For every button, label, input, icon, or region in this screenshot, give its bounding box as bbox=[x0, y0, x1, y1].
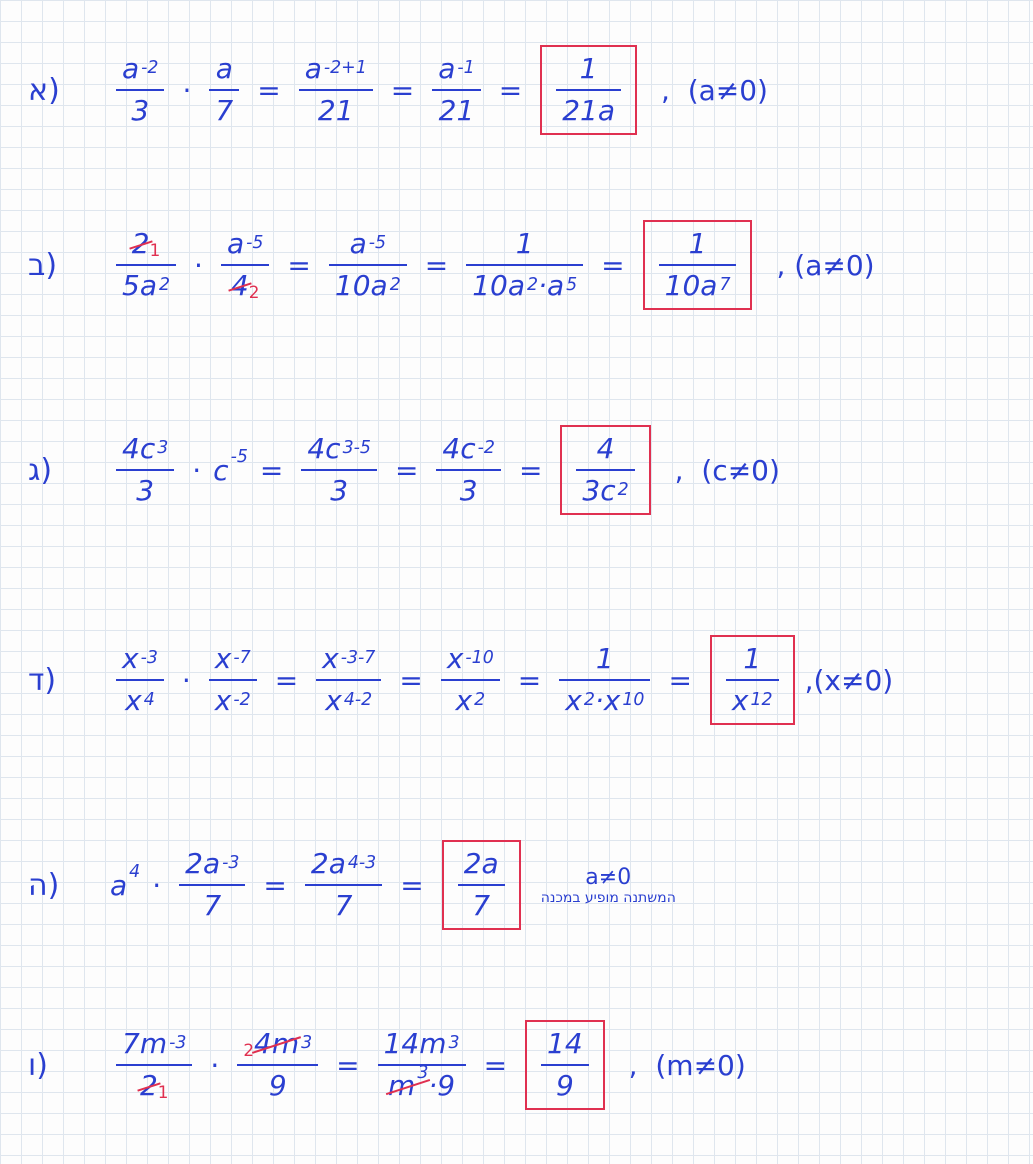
numerator: 4c bbox=[307, 431, 341, 465]
equals-sign: = bbox=[259, 453, 284, 487]
equation bbox=[110, 840, 676, 930]
numerator: a bbox=[349, 226, 367, 260]
numerator: x bbox=[214, 641, 232, 675]
fraction-bar bbox=[316, 679, 381, 681]
exponent: -2 bbox=[477, 437, 495, 458]
fraction-bar bbox=[237, 1064, 318, 1066]
fraction bbox=[116, 643, 164, 717]
numerator: 1 bbox=[743, 641, 762, 675]
numerator: x bbox=[446, 641, 464, 675]
numerator: x bbox=[122, 641, 139, 675]
exponent: 4 bbox=[143, 690, 155, 711]
domain-condition: , (m≠0) bbox=[628, 1048, 746, 1082]
equals-sign: = bbox=[274, 663, 299, 697]
denominator: 7 bbox=[203, 889, 222, 922]
equals-sign: = bbox=[263, 868, 287, 902]
numerator: 4c bbox=[442, 431, 476, 465]
equals-sign: = bbox=[517, 663, 542, 697]
equation bbox=[110, 1020, 746, 1110]
domain-note bbox=[541, 865, 676, 906]
exponent: -5 bbox=[368, 232, 387, 253]
exercise-label: ב) bbox=[28, 247, 58, 283]
fraction bbox=[556, 53, 621, 127]
exponent: -3 bbox=[140, 647, 158, 668]
fraction bbox=[541, 1028, 589, 1102]
exponent: -3 bbox=[169, 1032, 187, 1053]
fraction bbox=[432, 53, 480, 127]
fraction-bar bbox=[116, 264, 176, 266]
exercise-row-alef bbox=[0, 40, 1033, 140]
exponent: -5 bbox=[230, 447, 248, 468]
denominator: 7 bbox=[472, 889, 491, 922]
exponent: 3 bbox=[301, 1032, 313, 1053]
exponent: 10 bbox=[622, 690, 645, 711]
exponent: 7 bbox=[719, 275, 731, 296]
fraction-bar bbox=[329, 264, 407, 266]
exponent: -3-7 bbox=[340, 647, 376, 668]
cancelled-factor: 4m bbox=[254, 1026, 300, 1060]
equals-sign: = bbox=[400, 868, 424, 902]
fraction-bar bbox=[436, 469, 501, 471]
fraction bbox=[237, 1028, 318, 1102]
exponent: -7 bbox=[233, 647, 251, 668]
fraction-bar bbox=[116, 1064, 192, 1066]
multiply-sign: · bbox=[594, 684, 604, 717]
fraction-bar bbox=[576, 469, 634, 471]
fraction bbox=[466, 228, 583, 302]
fraction bbox=[301, 433, 377, 507]
exercise-row-bet bbox=[0, 215, 1033, 315]
numerator: x bbox=[322, 641, 339, 675]
fraction-bar bbox=[209, 89, 239, 91]
exercise-label: א) bbox=[28, 72, 60, 108]
multiply-sign: · bbox=[428, 1069, 438, 1102]
cancelled-factor: 2 bbox=[139, 1069, 158, 1102]
exponent: 2 bbox=[527, 275, 539, 296]
multiply-sign: · bbox=[210, 1048, 220, 1082]
handwritten-note: המשתנה מופיע במכנה bbox=[540, 889, 676, 906]
numerator: 1 bbox=[688, 226, 707, 260]
equals-sign: = bbox=[336, 1048, 360, 1082]
fraction bbox=[726, 643, 779, 717]
domain-condition: , (a≠0) bbox=[776, 248, 875, 282]
denominator: 3c bbox=[582, 474, 616, 507]
equals-sign: = bbox=[601, 248, 625, 282]
fraction bbox=[458, 848, 505, 922]
exercise-row-he bbox=[0, 830, 1033, 940]
cancelled-factor: 2 bbox=[131, 226, 150, 260]
fraction-bar bbox=[726, 679, 779, 681]
exponent: -2 bbox=[141, 57, 159, 78]
fraction bbox=[209, 643, 257, 717]
equals-sign: = bbox=[668, 663, 692, 697]
equals-sign: = bbox=[390, 73, 415, 107]
exponent: 4 bbox=[129, 862, 141, 883]
exponent: 3 bbox=[417, 1062, 429, 1083]
exponent: 4-2 bbox=[343, 690, 373, 711]
reduced-factor: 2 bbox=[243, 1039, 254, 1060]
power-term: c $^{-5}$ bbox=[213, 447, 248, 487]
answer-box bbox=[525, 1020, 605, 1110]
answer-box bbox=[442, 840, 521, 930]
fraction-bar bbox=[116, 89, 164, 91]
exponent: -2+1 bbox=[323, 57, 367, 78]
exercise-row-dalet bbox=[0, 630, 1033, 730]
reduced-factor: 1 bbox=[157, 1081, 169, 1102]
multiply-sign: · bbox=[182, 73, 192, 107]
power-term: a $^4$ bbox=[110, 862, 141, 902]
numerator: a bbox=[438, 51, 456, 85]
exponent: -3 bbox=[222, 852, 240, 873]
denominator: 21 bbox=[317, 94, 354, 127]
fraction bbox=[179, 848, 245, 922]
multiply-sign: · bbox=[538, 269, 547, 302]
exponent: 2 bbox=[158, 275, 171, 296]
denominator: 21 bbox=[438, 94, 475, 127]
numerator: 2a bbox=[463, 846, 499, 880]
numerator: 7m bbox=[122, 1026, 168, 1060]
reduced-factor: 2 bbox=[248, 281, 260, 302]
fraction-bar bbox=[441, 679, 500, 681]
denominator: 10a bbox=[664, 269, 718, 302]
denominator: x bbox=[125, 684, 142, 717]
fraction-bar bbox=[116, 679, 164, 681]
denominator: 5a bbox=[122, 269, 157, 302]
fraction bbox=[116, 53, 164, 127]
fraction bbox=[116, 1028, 192, 1102]
multiply-sign: · bbox=[181, 663, 191, 697]
exponent: -2 bbox=[233, 690, 251, 711]
fraction bbox=[378, 1028, 466, 1102]
equation bbox=[110, 45, 768, 135]
fraction-bar bbox=[221, 264, 269, 266]
answer-box bbox=[643, 220, 753, 310]
equation bbox=[110, 635, 893, 725]
denominator: x bbox=[565, 684, 582, 717]
equals-sign: = bbox=[257, 73, 281, 107]
exponent: -10 bbox=[465, 647, 494, 668]
fraction-bar bbox=[432, 89, 480, 91]
numerator: 4 bbox=[596, 431, 615, 465]
domain-condition: , (c≠0) bbox=[674, 453, 780, 487]
fraction-bar bbox=[209, 679, 257, 681]
denominator: 7 bbox=[334, 889, 353, 922]
domain-condition: , (a≠0) bbox=[660, 73, 768, 107]
numerator: 1 bbox=[515, 226, 534, 260]
denominator: 21a bbox=[562, 94, 615, 127]
exponent: -5 bbox=[246, 232, 264, 253]
domain-condition: ,(x≠0) bbox=[804, 663, 894, 697]
numerator: a bbox=[226, 226, 245, 260]
fraction-bar bbox=[556, 89, 621, 91]
equals-sign: = bbox=[518, 453, 543, 487]
denominator: 9 bbox=[437, 1069, 456, 1102]
fraction bbox=[209, 53, 239, 127]
denominator: 3 bbox=[136, 474, 155, 507]
denominator: 7 bbox=[215, 94, 234, 127]
denominator: a bbox=[546, 269, 565, 302]
exponent: 3 bbox=[448, 1032, 460, 1053]
denominator: 3 bbox=[459, 474, 478, 507]
numerator: 1 bbox=[579, 51, 598, 85]
exercise-label: ה) bbox=[28, 867, 60, 903]
exponent: -1 bbox=[457, 57, 475, 78]
fraction bbox=[559, 643, 650, 717]
cancelled-factor: 4 bbox=[230, 269, 249, 302]
exponent: 2 bbox=[474, 690, 486, 711]
fraction-bar bbox=[116, 469, 174, 471]
equals-sign: = bbox=[399, 663, 423, 697]
equals-sign: = bbox=[287, 248, 311, 282]
denominator: 10a bbox=[472, 269, 525, 302]
fraction bbox=[441, 643, 500, 717]
fraction-bar bbox=[559, 679, 650, 681]
exponent: 2 bbox=[617, 480, 629, 501]
denominator: x bbox=[325, 684, 342, 717]
fraction-bar bbox=[659, 264, 737, 266]
fraction bbox=[659, 228, 737, 302]
exercise-row-vav bbox=[0, 1010, 1033, 1120]
numerator: 14m bbox=[383, 1026, 447, 1060]
fraction bbox=[576, 433, 634, 507]
exponent: 2 bbox=[583, 690, 595, 711]
equation bbox=[110, 220, 875, 310]
equals-sign: = bbox=[424, 248, 449, 282]
fraction bbox=[436, 433, 501, 507]
numerator: a bbox=[122, 51, 140, 85]
denominator: x bbox=[455, 684, 473, 717]
fraction bbox=[329, 228, 407, 302]
domain-condition: a≠0 bbox=[585, 864, 632, 890]
equals-sign: = bbox=[394, 453, 419, 487]
fraction bbox=[221, 228, 269, 302]
equals-sign: = bbox=[483, 1048, 508, 1082]
denominator: 9 bbox=[555, 1069, 574, 1102]
fraction-bar bbox=[458, 884, 505, 886]
exponent: 3 bbox=[157, 437, 169, 458]
fraction bbox=[116, 433, 174, 507]
multiply-sign: · bbox=[152, 868, 162, 902]
exponent: 2 bbox=[389, 275, 401, 296]
fraction-bar bbox=[299, 89, 373, 91]
denominator: x bbox=[214, 684, 232, 717]
answer-box bbox=[710, 635, 795, 725]
fraction-bar bbox=[301, 469, 377, 471]
equals-sign: = bbox=[498, 73, 523, 107]
exponent: 5 bbox=[566, 275, 578, 296]
multiply-sign: · bbox=[194, 248, 203, 282]
fraction bbox=[316, 643, 381, 717]
numerator: 2a bbox=[185, 846, 221, 880]
numerator: 2a bbox=[310, 846, 346, 880]
exponent: 3-5 bbox=[342, 437, 371, 458]
fraction-bar bbox=[466, 264, 583, 266]
exponent: 4-3 bbox=[347, 852, 377, 873]
fraction-bar bbox=[305, 884, 382, 886]
fraction-bar bbox=[179, 884, 245, 886]
fraction-bar bbox=[541, 1064, 589, 1066]
exercise-label: ג) bbox=[28, 452, 53, 488]
numerator: a bbox=[215, 51, 233, 85]
numerator: 14 bbox=[547, 1026, 583, 1060]
cancelled-factor: m $^3$ bbox=[388, 1062, 429, 1102]
exponent: 12 bbox=[750, 690, 773, 711]
denominator: 10a bbox=[334, 269, 388, 302]
multiply-sign: · bbox=[192, 453, 202, 487]
answer-box bbox=[540, 45, 637, 135]
denominator: 3 bbox=[131, 94, 150, 127]
fraction bbox=[299, 53, 373, 127]
exercise-label: ד) bbox=[28, 662, 57, 698]
denominator: 3 bbox=[330, 474, 349, 507]
reduced-factor: 1 bbox=[149, 239, 161, 260]
answer-box bbox=[560, 425, 650, 515]
fraction bbox=[116, 228, 176, 302]
numerator: 1 bbox=[595, 641, 614, 675]
fraction bbox=[305, 848, 382, 922]
denominator: x bbox=[603, 684, 621, 717]
exercise-label: ו) bbox=[28, 1047, 48, 1083]
equation bbox=[110, 425, 780, 515]
numerator: a bbox=[304, 51, 322, 85]
numerator: 4c bbox=[122, 431, 156, 465]
denominator: 9 bbox=[268, 1069, 287, 1102]
exercise-row-gimel bbox=[0, 420, 1033, 520]
denominator: x bbox=[731, 684, 749, 717]
